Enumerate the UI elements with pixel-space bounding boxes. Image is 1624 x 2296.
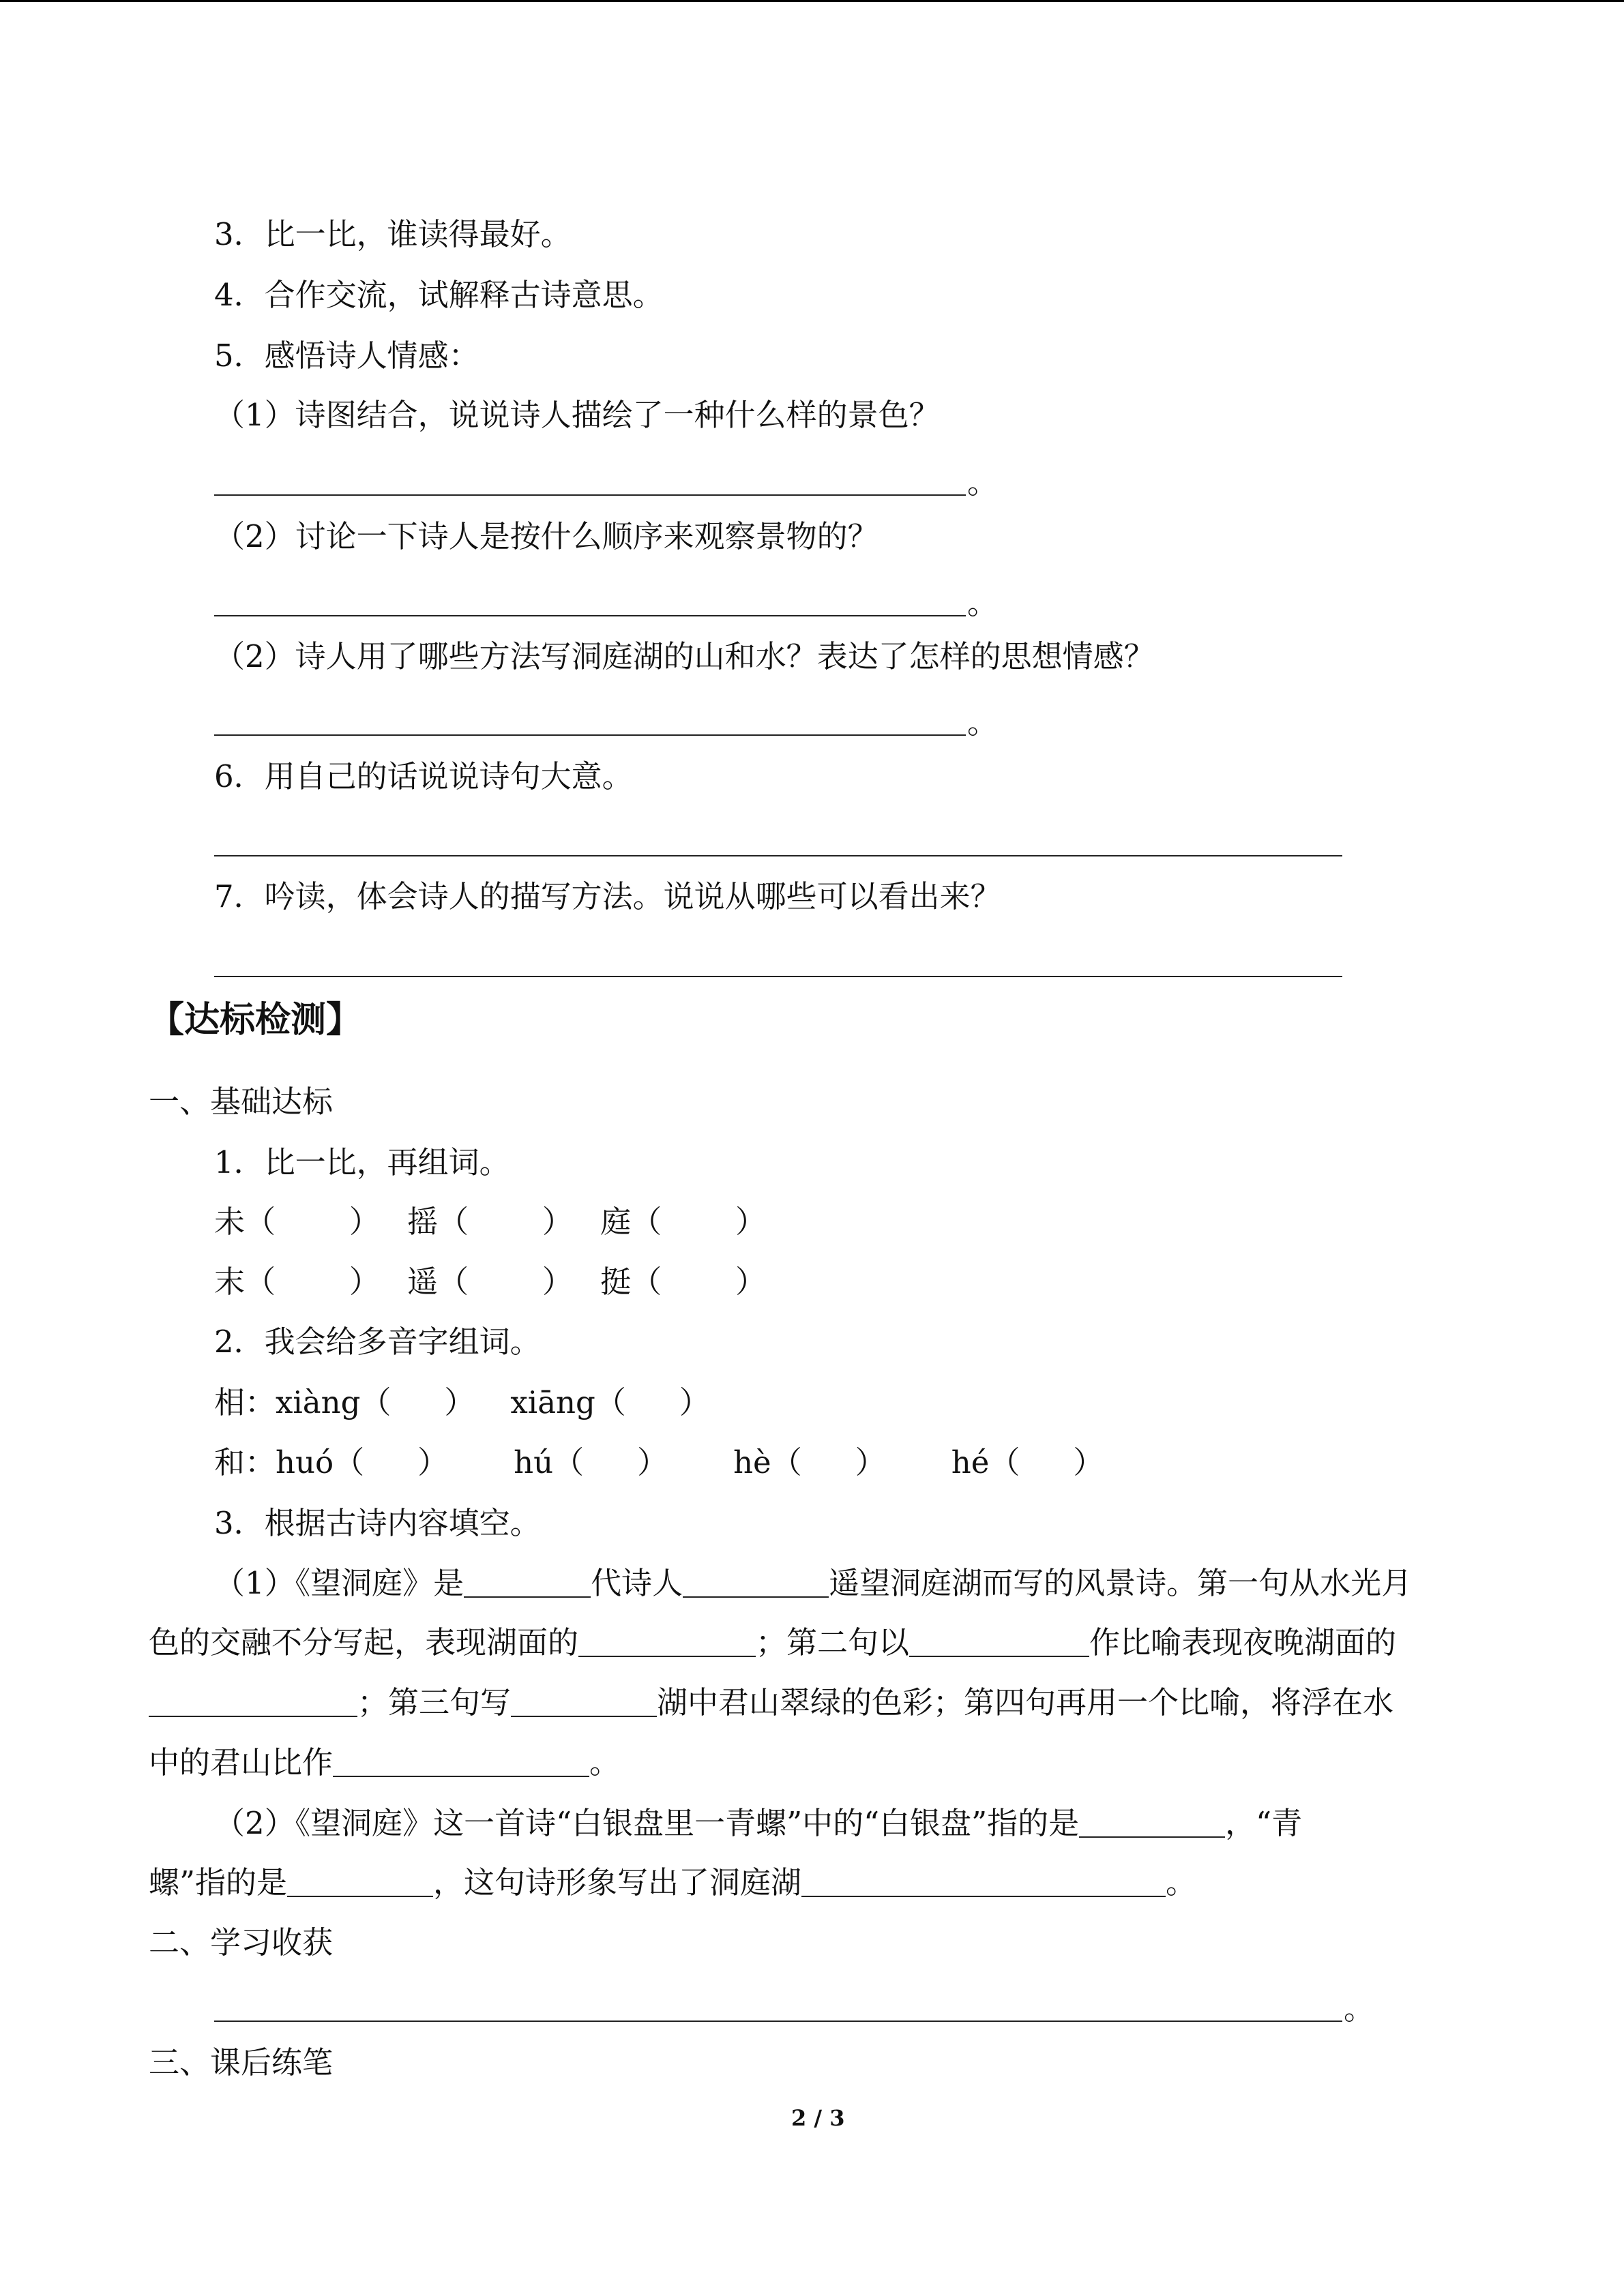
answer-line-harvest-period: 。 bbox=[1344, 1991, 1375, 2027]
close-paren: ） bbox=[349, 1264, 381, 1300]
text: 遥望洞庭湖而写的风景诗。第一句从水光月 bbox=[829, 1565, 1413, 1601]
text: 螺”指的是 bbox=[149, 1864, 288, 1900]
answer-line-3[interactable] bbox=[214, 734, 966, 736]
blank-poet[interactable] bbox=[683, 1568, 829, 1598]
step-4: 4．合作交流，试解释古诗意思。 bbox=[214, 277, 664, 313]
char-ting2: 挺（ bbox=[600, 1264, 662, 1300]
answer-line-1[interactable] bbox=[214, 494, 966, 496]
text: 作比喻表现夜晚湖面的 bbox=[1089, 1624, 1397, 1660]
pinyin-he4: hè（ bbox=[733, 1444, 802, 1480]
compare-row-2 bbox=[214, 1263, 766, 1301]
exercise-1-title: 1．比一比，再组词。 bbox=[214, 1144, 510, 1180]
fill-para1-line3 bbox=[149, 1684, 1393, 1722]
close-paren: ） bbox=[349, 1204, 381, 1240]
pinyin-xiang1: xiāng（ bbox=[510, 1384, 626, 1420]
text: 。 bbox=[589, 1744, 621, 1780]
blank-night-lake[interactable] bbox=[149, 1687, 357, 1717]
fill-para1-line4 bbox=[149, 1744, 620, 1782]
answer-line-7[interactable] bbox=[214, 976, 1342, 977]
char-ting: 庭（ bbox=[600, 1204, 662, 1240]
step-3: 3．比一比，谁读得最好。 bbox=[214, 216, 572, 252]
page-number: 2 / 3 bbox=[791, 2105, 845, 2131]
text: 色的交融不分写起，表现湖面的 bbox=[149, 1624, 579, 1660]
blank-third-line[interactable] bbox=[511, 1687, 657, 1717]
char-mo: 末（ bbox=[214, 1264, 276, 1300]
text: （2）《望洞庭》这一首诗“白银盘里一青螺”中的“白银盘”指的是 bbox=[214, 1805, 1080, 1841]
close-paren: ） bbox=[542, 1264, 574, 1300]
fill-para2-line1 bbox=[214, 1804, 1302, 1843]
polyphone-he-row bbox=[214, 1444, 1104, 1482]
exercise-3-title: 3．根据古诗内容填空。 bbox=[214, 1505, 541, 1541]
answer-line-2-period: 。 bbox=[967, 585, 999, 621]
answer-line-2[interactable] bbox=[214, 615, 966, 616]
step-5: 5．感悟诗人情感： bbox=[214, 338, 479, 374]
part-3-title: 三、课后练笔 bbox=[149, 2044, 334, 2081]
fill-para2-line2 bbox=[149, 1864, 1196, 1902]
step-6: 6．用自己的话说说诗句大意。 bbox=[214, 758, 633, 794]
text: 中的君山比作 bbox=[149, 1744, 334, 1780]
answer-line-harvest[interactable] bbox=[214, 2021, 1342, 2022]
part-1-title: 一、基础达标 bbox=[149, 1084, 334, 1120]
blank-silver-plate[interactable] bbox=[1079, 1808, 1225, 1838]
text: ；第二句以 bbox=[756, 1624, 910, 1660]
pinyin-huo: huó（ bbox=[276, 1444, 365, 1480]
text: 湖中君山翠绿的色彩；第四句再用一个比喻，将浮在水 bbox=[657, 1684, 1394, 1720]
exercise-2-title: 2．我会给多音字组词。 bbox=[214, 1324, 541, 1360]
blank-junshan[interactable] bbox=[333, 1747, 589, 1777]
xiang-label: 相： bbox=[214, 1384, 276, 1420]
he-label: 和： bbox=[214, 1444, 276, 1480]
compare-row-1 bbox=[214, 1203, 766, 1241]
blank-green-snail[interactable] bbox=[287, 1867, 433, 1897]
text: ，“青 bbox=[1225, 1805, 1303, 1841]
char-yao: 摇（ bbox=[407, 1204, 469, 1240]
step-7: 7．吟读，体会诗人的描写方法。说说从哪些可以看出来？ bbox=[214, 878, 1001, 914]
section-heading: 【达标检测】 bbox=[149, 999, 362, 1041]
blank-lake-surface[interactable] bbox=[578, 1627, 756, 1657]
pinyin-hu: hú（ bbox=[514, 1444, 585, 1480]
close-paren: ） bbox=[417, 1444, 449, 1480]
answer-line-1-period: 。 bbox=[967, 464, 999, 501]
text: （1）《望洞庭》是 bbox=[214, 1565, 464, 1601]
text: 代诗人 bbox=[591, 1565, 683, 1601]
close-paren: ） bbox=[1073, 1444, 1104, 1480]
close-paren: ） bbox=[735, 1204, 767, 1240]
page-top-border bbox=[0, 0, 1624, 2]
polyphone-xiang-row bbox=[214, 1384, 710, 1422]
pinyin-xiang4: xiàng（ bbox=[276, 1384, 392, 1420]
fill-para1-line2 bbox=[149, 1624, 1396, 1662]
close-paren: ） bbox=[637, 1444, 668, 1480]
fill-para1-line1 bbox=[214, 1564, 1412, 1602]
text: ，这句诗形象写出了洞庭湖 bbox=[433, 1864, 802, 1900]
part-2-title: 二、学习收获 bbox=[149, 1924, 334, 1960]
blank-metaphor[interactable] bbox=[909, 1627, 1089, 1657]
close-paren: ） bbox=[679, 1384, 710, 1420]
blank-dynasty[interactable] bbox=[464, 1568, 591, 1598]
close-paren: ） bbox=[735, 1264, 767, 1300]
text: 。 bbox=[1166, 1864, 1197, 1900]
text: ；第三句写 bbox=[357, 1684, 512, 1720]
pinyin-he2: hé（ bbox=[951, 1444, 1020, 1480]
answer-line-6[interactable] bbox=[214, 855, 1342, 856]
answer-line-3-period: 。 bbox=[967, 704, 999, 741]
question-3: （2）诗人用了哪些方法写洞庭湖的山和水？表达了怎样的思想情感？ bbox=[214, 638, 1155, 674]
char-wei: 未（ bbox=[214, 1204, 276, 1240]
close-paren: ） bbox=[855, 1444, 886, 1480]
close-paren: ） bbox=[444, 1384, 475, 1420]
blank-dongting[interactable] bbox=[801, 1867, 1166, 1897]
question-2: （2）讨论一下诗人是按什么顺序来观察景物的？ bbox=[214, 518, 879, 554]
close-paren: ） bbox=[542, 1204, 574, 1240]
char-yao2: 遥（ bbox=[407, 1264, 469, 1300]
question-1: （1）诗图结合，说说诗人描绘了一种什么样的景色？ bbox=[214, 397, 940, 433]
